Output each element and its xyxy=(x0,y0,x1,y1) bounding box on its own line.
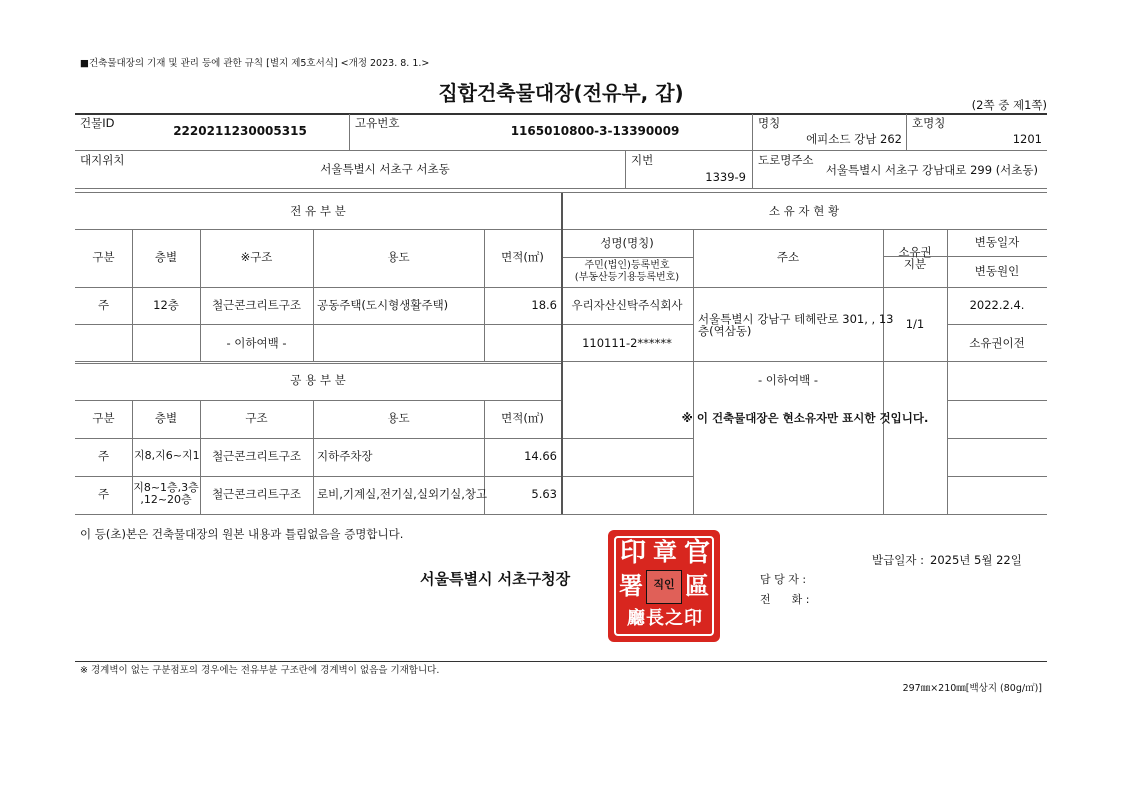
document-title: 집합건축물대장(전유부, 갑) xyxy=(438,81,684,105)
exclusive-row-structure: 철근콘크리트구조 xyxy=(212,298,301,312)
owner-header-change-reason: 변동원인 xyxy=(974,264,1020,278)
owner-header-share-line2: 지분 xyxy=(903,257,927,271)
owner-address-line1: 서울특별시 강남구 테헤란로 301, , 13 xyxy=(698,312,894,326)
name-value: 에피소드 강남 262 xyxy=(806,132,902,146)
common-row-2-area: 5.63 xyxy=(531,487,557,501)
exclusive-section-title: 전 유 부 분 xyxy=(290,204,346,218)
exclusive-row-use: 공동주택(도시형생활주택) xyxy=(317,298,449,312)
lot-label: 지번 xyxy=(631,153,654,167)
common-header-div: 구분 xyxy=(92,411,115,425)
owner-header-reg-line1: 주민(법인)등록번호 xyxy=(584,260,670,271)
owner-address-line2: 층(역삼동) xyxy=(698,324,752,338)
lot-value: 1339-9 xyxy=(705,170,746,184)
staff-label: 담 당 자 : xyxy=(760,573,807,586)
exclusive-header-structure: ※구조 xyxy=(240,250,273,264)
owner-section-title: 소 유 자 현 황 xyxy=(768,204,840,218)
seal-glyph-1: 印 xyxy=(619,538,646,568)
exclusive-row-area: 18.6 xyxy=(531,298,557,312)
owner-header-change-date: 변동일자 xyxy=(974,235,1020,249)
owner-name: 우리자산신탁주식회사 xyxy=(571,298,683,312)
owner-blank-note: - 이하여백 - xyxy=(757,373,819,387)
common-row-2-div: 주 xyxy=(97,487,110,501)
page-info: (2쪽 중 제1쪽) xyxy=(971,98,1047,112)
common-header-area: 면적(㎡) xyxy=(501,411,544,425)
common-row-2-structure: 철근콘크리트구조 xyxy=(212,487,301,501)
exclusive-blank-note: - 이하여백 - xyxy=(226,336,287,350)
exclusive-header-floor: 층별 xyxy=(154,250,178,264)
certify-statement: 이 등(초)본은 건축물대장의 원본 내용과 틀림없음을 증명합니다. xyxy=(80,527,404,541)
common-section-title: 공 용 부 분 xyxy=(290,373,346,387)
unique-no-value: 1165010800-3-13390009 xyxy=(510,124,680,138)
common-row-1-div: 주 xyxy=(97,449,110,463)
exclusive-row-div: 주 xyxy=(97,298,110,312)
common-row-2-floor-line1: 지8~1층,3층 xyxy=(133,481,199,494)
seal-glyph-3: 官 xyxy=(683,538,710,568)
common-row-1-structure: 철근콘크리트구조 xyxy=(212,449,301,463)
seal-glyph-bottom: 廳長之印 xyxy=(627,608,703,629)
owner-share: 1/1 xyxy=(905,317,925,331)
seal-glyph-2: 章 xyxy=(653,537,677,566)
common-row-2-floor-line2: ,12~20층 xyxy=(140,493,192,506)
issuer-name: 서울특별시 서초구청장 xyxy=(420,570,571,588)
exclusive-header-use: 용도 xyxy=(387,250,410,264)
owner-header-reg-line2: (부동산등기용등록번호) xyxy=(574,272,680,283)
issue-date-label: 발급일자 : xyxy=(872,553,924,567)
unit-name-label: 호명칭 xyxy=(912,116,946,130)
seal-mark-text: 직인 xyxy=(653,578,675,591)
owner-header-address: 주소 xyxy=(776,250,800,264)
official-seal xyxy=(608,530,720,642)
common-header-structure: 구조 xyxy=(245,411,268,425)
common-row-1-floor: 지8,지6~지1 xyxy=(134,449,200,462)
seal-glyph-4: 署 xyxy=(619,571,643,600)
common-row-2-use: 로비,기계실,전기실,실외기실,창고 xyxy=(317,487,488,501)
owner-change-date: 2022.2.4. xyxy=(969,298,1025,312)
wall-note: ※ 경계벽이 없는 구분점포의 경우에는 전유부분 구조란에 경계벽이 없음을 기재합니다. xyxy=(80,665,440,676)
current-owner-note: ※ 이 건축물대장은 현소유자만 표시한 것입니다. xyxy=(681,411,929,425)
phone-label: 전 화 : xyxy=(760,593,810,606)
exclusive-header-div: 구분 xyxy=(92,250,115,264)
owner-reg-no: 110111-2****** xyxy=(582,336,672,350)
exclusive-header-area: 면적(㎡) xyxy=(501,250,544,264)
road-address-label: 도로명주소 xyxy=(758,153,814,167)
common-row-1-use: 지하주차장 xyxy=(317,449,373,463)
seal-glyph-5: 區 xyxy=(685,571,709,600)
common-header-floor: 층별 xyxy=(154,411,178,425)
name-label: 명칭 xyxy=(758,116,781,130)
unit-name-value: 1201 xyxy=(1012,132,1042,146)
form-rule-reference: ■건축물대장의 기재 및 관리 등에 관한 규칙 [별지 제5호서식] <개정 2023. 8. 1.> xyxy=(80,58,430,69)
owner-header-share-line1: 소유권 xyxy=(898,245,932,259)
paper-spec: 297㎜×210㎜[백상지 (80g/㎡)] xyxy=(902,683,1042,694)
exclusive-row-floor: 12층 xyxy=(153,298,179,312)
site-value: 서울특별시 서초구 서초동 xyxy=(320,162,450,176)
owner-change-reason: 소유권이전 xyxy=(969,336,1025,350)
road-address-value: 서울특별시 서초구 강남대로 299 (서초동) xyxy=(825,163,1038,177)
building-id-value: 2220211230005315 xyxy=(173,124,307,138)
owner-header-name: 성명(명칭) xyxy=(600,236,654,250)
issue-date-value: 2025년 5월 22일 xyxy=(930,553,1022,567)
common-row-1-area: 14.66 xyxy=(524,449,557,463)
building-id-label: 건물ID xyxy=(80,116,115,130)
common-header-use: 용도 xyxy=(387,411,410,425)
site-label: 대지위치 xyxy=(80,153,125,167)
unique-no-label: 고유번호 xyxy=(355,116,400,130)
